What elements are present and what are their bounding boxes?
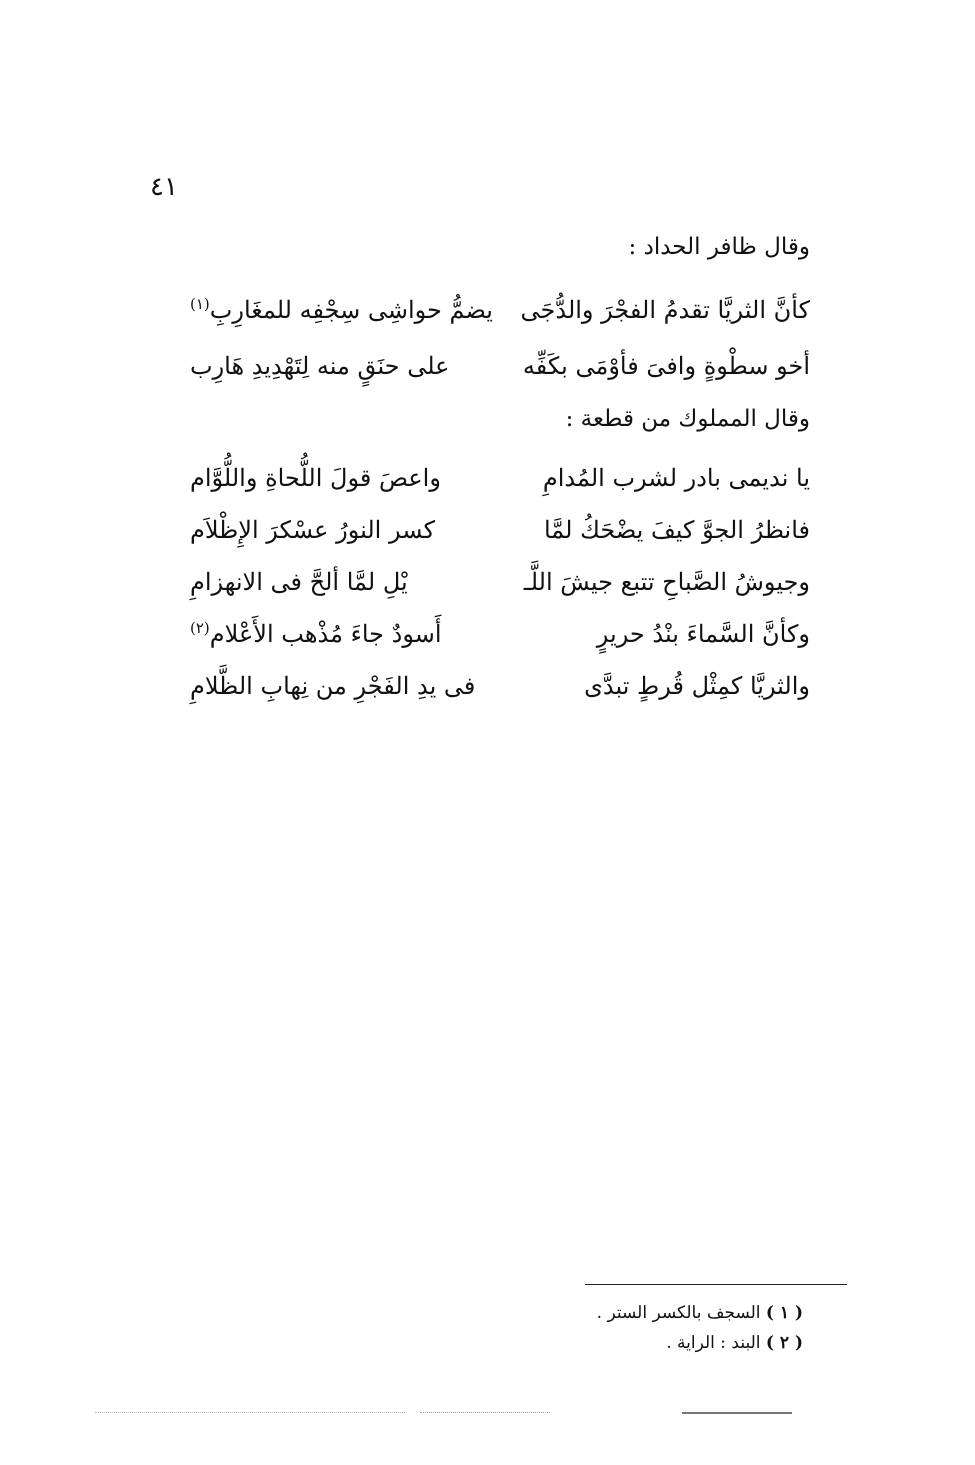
hemistich-first: كأنَّ الثريَّا تقدمُ الفجْرَ والدُّجَى: [520, 296, 810, 324]
footnote-text: السجف بالكسر الستر .: [596, 1303, 761, 1323]
verse: [190, 452, 810, 504]
verse: [190, 282, 810, 338]
footnote-number: ( ٢ ): [765, 1333, 803, 1353]
hemistich-second: واعصَ قولَ اللُّحاةِ واللُّوَّام: [190, 464, 441, 492]
footnote: [597, 1328, 803, 1358]
poem-zafir-al-haddad: [190, 282, 810, 394]
footnote-marker: (١): [190, 295, 210, 313]
hemistich-second: كسر النورُ عسْكرَ الإِظْلاَم: [190, 516, 436, 544]
verse: [190, 608, 810, 660]
hemistich-second: فى يدِ الفَجْرِ من نِهابِ الظَّلامِ: [190, 672, 476, 700]
hemistich-second: يْلِ لمَّا ألحَّ فى الانهزامِ: [190, 568, 408, 596]
footnotes: [597, 1298, 803, 1358]
hemistich-first: أخو سطْوةٍ وافىَ فأوْمَى بكَفِّه: [522, 352, 810, 380]
footnote-text: البند : الراية .: [666, 1333, 761, 1353]
verse: [190, 338, 810, 394]
hemistich-second: [190, 282, 493, 338]
hemistich-first: وكأنَّ السَّماءَ بنْدُ حريرٍ: [596, 620, 810, 648]
hemistich-second-text: يضمُّ حواشِى سِجْفِه للمغَارِبِ: [209, 296, 493, 324]
hemistich-first: يا نديمى بادر لشرب المُدامِ: [542, 464, 810, 492]
hemistich-second-text: أَسودٌ جاءَ مُذْهب الأَعْلام: [209, 620, 442, 648]
scan-artifact-line: [682, 1412, 792, 1414]
intro-zafir-al-haddad: وقال ظافر الحداد :: [628, 234, 810, 260]
hemistich-first: والثريَّا كمِثْل قُرطٍ تبدَّى: [584, 672, 810, 700]
poem-al-mamluk: [190, 452, 810, 712]
verse: [190, 660, 810, 712]
footnote-marker: (٢): [190, 619, 210, 637]
hemistich-first: وجيوشُ الصَّباحِ تتبع جيشَ اللَّـ: [523, 568, 810, 596]
hemistich-second: [190, 608, 442, 660]
footnote-rule: [585, 1284, 847, 1285]
page-number: ٤١: [150, 172, 178, 202]
footnote: [597, 1298, 803, 1328]
scan-artifact-line: [420, 1412, 550, 1413]
hemistich-second: على حنَقٍ منه لِتَهْدِيدِ هَارِب: [190, 352, 450, 380]
footnote-number: ( ١ ): [765, 1303, 803, 1323]
intro-al-mamluk: وقال المملوك من قطعة :: [565, 406, 810, 432]
verse: [190, 556, 810, 608]
hemistich-first: فانظرُ الجوَّ كيفَ يضْحَكُ لمَّا: [543, 516, 810, 544]
scan-artifact-line: [95, 1412, 405, 1413]
verse: [190, 504, 810, 556]
